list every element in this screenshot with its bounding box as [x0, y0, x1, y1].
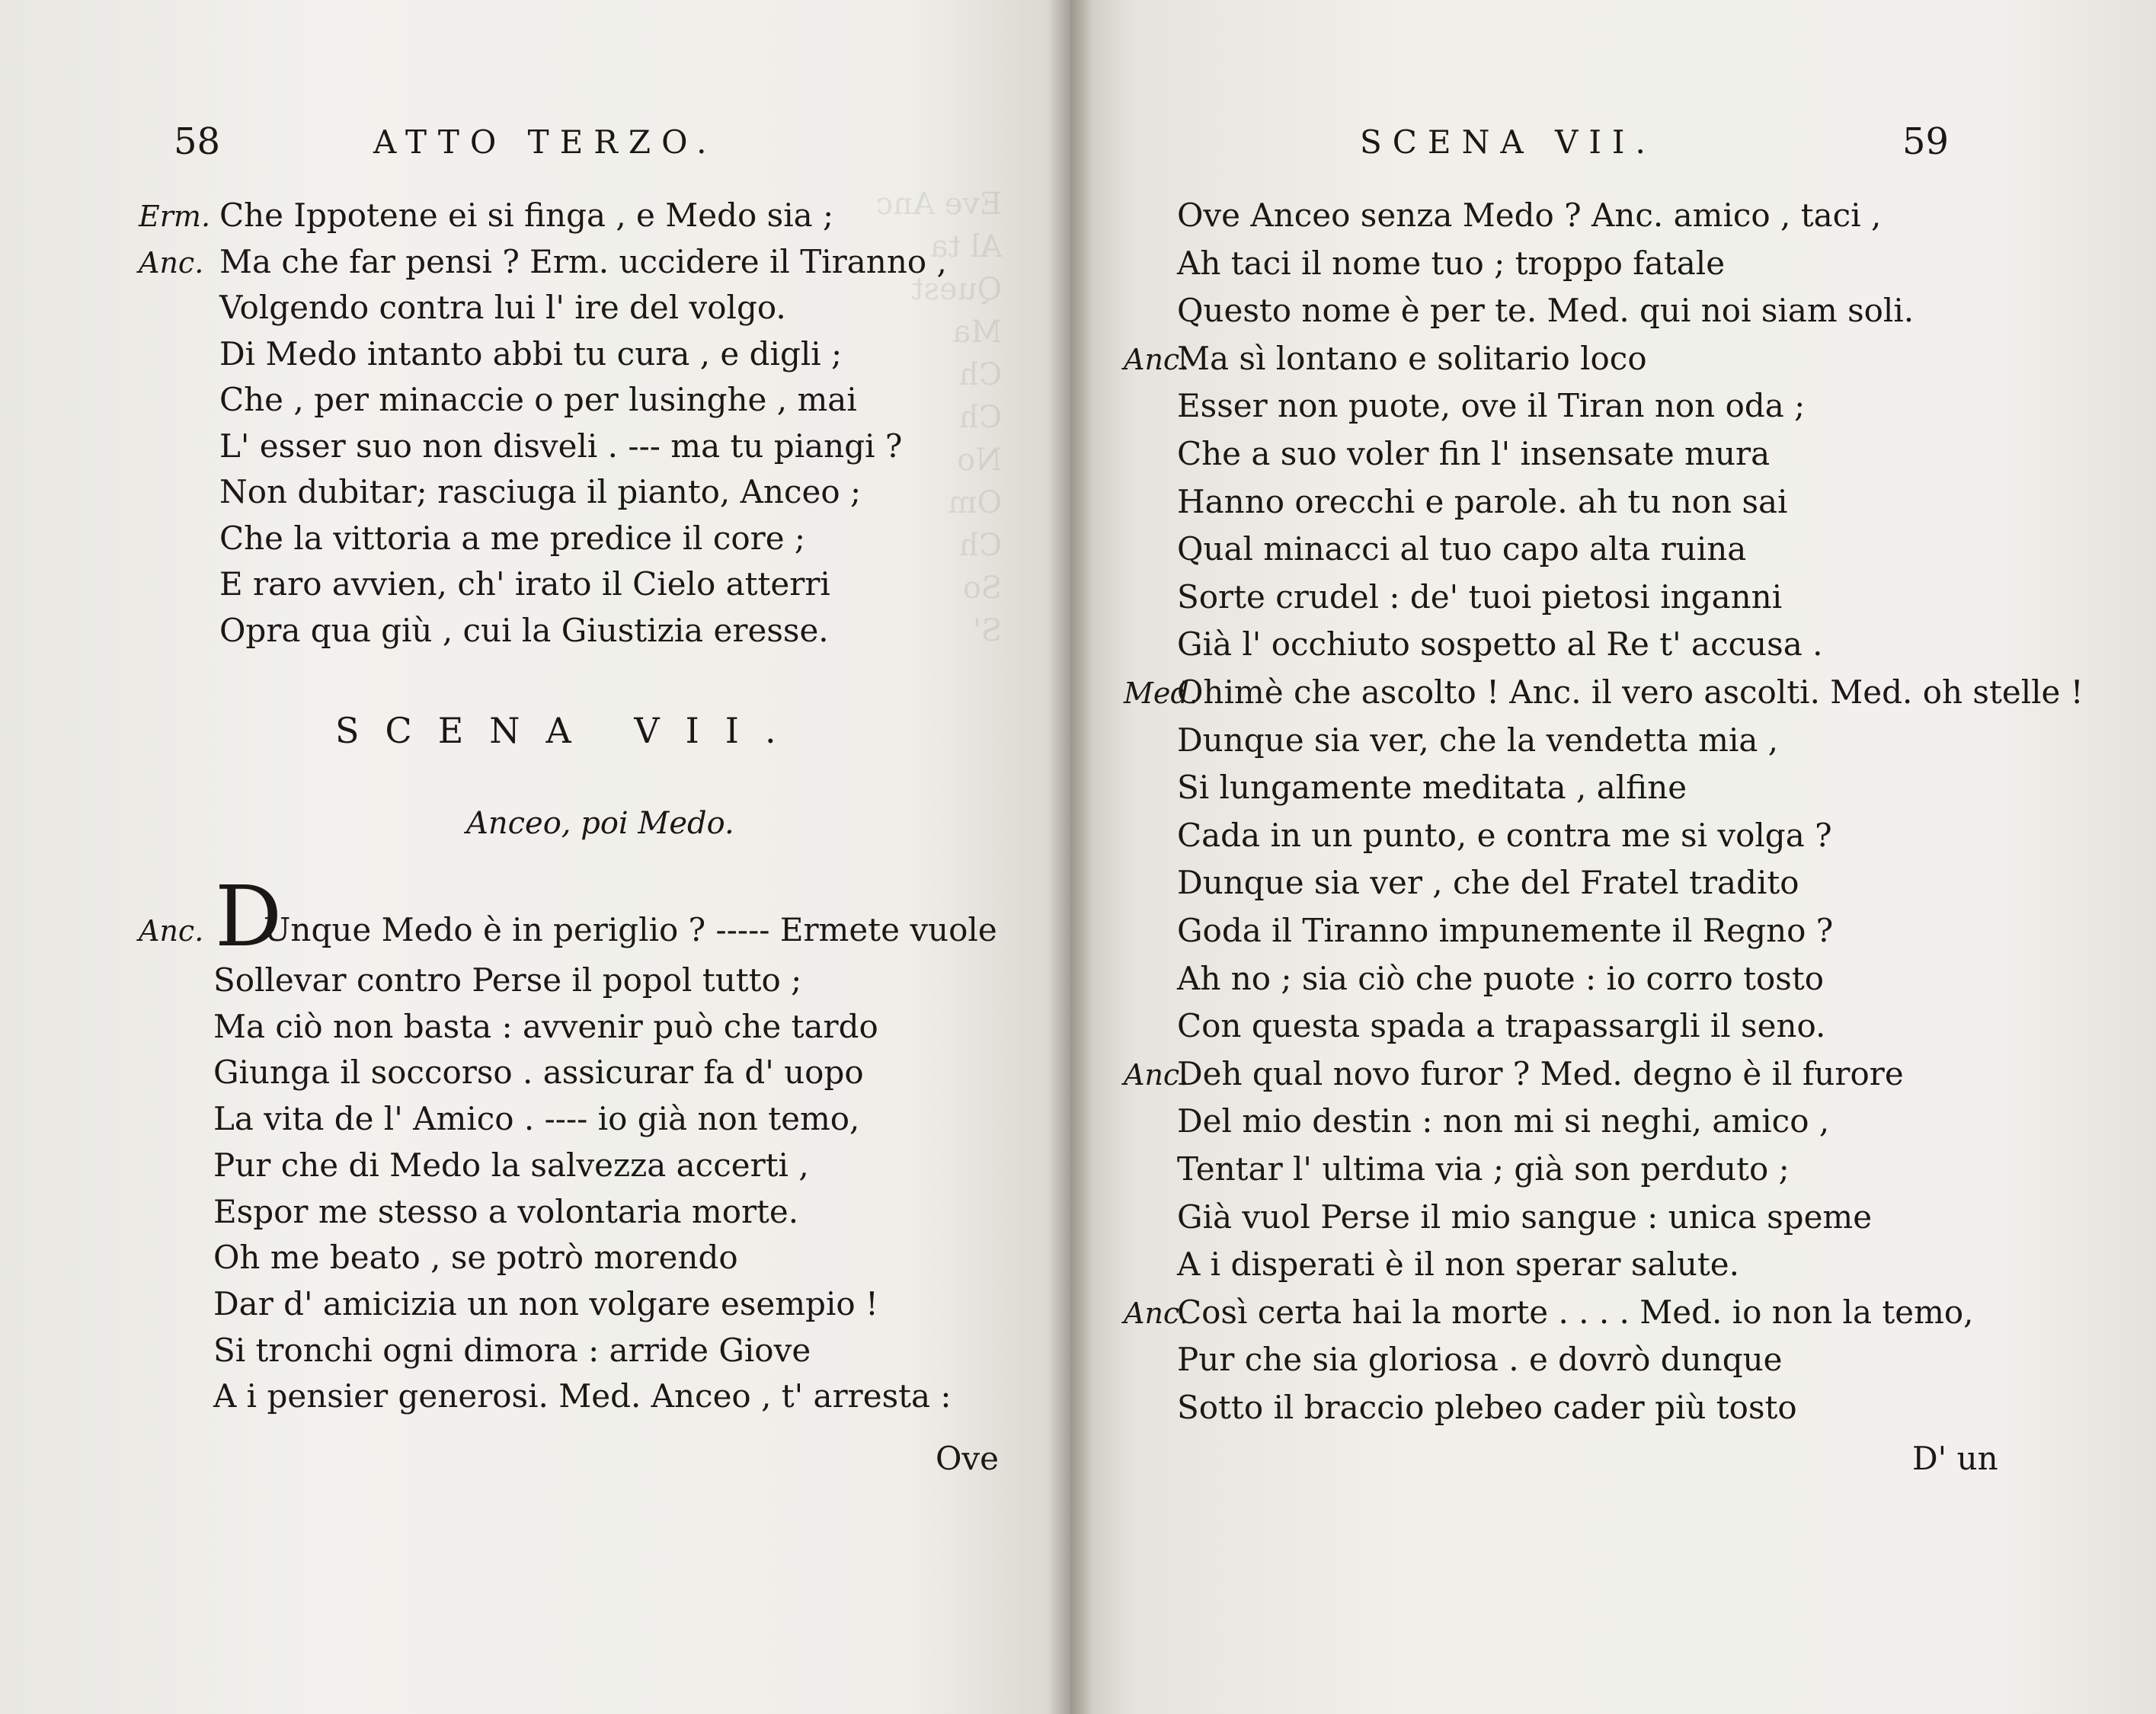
verse-line: Unque Medo è in periglio ? ----- Ermete vuole: [264, 911, 997, 948]
cast-list: Anceo, poi Medo.: [466, 806, 734, 841]
verse-line: Ma che far pensi ? Erm. uccidere il Tiranno ,: [219, 242, 947, 280]
verse-line: Pur che di Medo la salvezza accerti ,: [213, 1146, 809, 1184]
verse-line: Dunque sia ver , che del Fratel tradito: [1177, 864, 1799, 902]
verse-line: A i disperati è il non sperar salute.: [1177, 1246, 1740, 1284]
verse-line: Non dubitar; rasciuga il pianto, Anceo ;: [219, 473, 862, 510]
verse-line: Già vuol Perse il mio sangue : unica speme: [1177, 1198, 1873, 1236]
page-number: 59: [1902, 120, 1950, 163]
catchword: D' un: [1912, 1440, 1998, 1477]
speaker-label: Anc.: [1124, 1057, 1189, 1092]
verse-line: Deh qual novo furor ? Med. degno è il furore: [1177, 1054, 1904, 1092]
verse-line: Pur che sia gloriosa . e dovrò dunque: [1177, 1341, 1783, 1379]
verse-line: Qual minacci al tuo capo alta ruina: [1177, 530, 1747, 568]
verse-line: L' esser suo non disveli . --- ma tu piangi ?: [219, 427, 903, 465]
verse-line: Con questa spada a trapassargli il seno.: [1177, 1007, 1826, 1045]
catchword: Ove: [936, 1440, 1000, 1477]
verse-line: Di Medo intanto abbi tu cura , e digli ;: [219, 334, 843, 373]
verse-line: Esser non puote, ove il Tiran non oda ;: [1177, 387, 1806, 425]
verse-line: Ma sì lontano e solitario loco: [1177, 339, 1647, 377]
verse-line: Sollevar contro Perse il popol tutto ;: [213, 961, 802, 999]
verse-line: Giunga il soccorso . assicurar fa d' uopo: [213, 1054, 864, 1092]
right-page: [1070, 0, 2156, 1714]
verse-line: Che Ippotene ei si finga , e Medo sia ;: [219, 197, 834, 234]
verse-line: Espor me stesso a volontaria morte.: [213, 1192, 799, 1230]
drop-cap: D: [215, 868, 283, 965]
verse-line: Del mio destin : non mi si neghi, amico ,: [1177, 1102, 1830, 1140]
verse-line: Sorte crudel : de' tuoi pietosi inganni: [1177, 577, 1783, 616]
verse-line: Ah taci il nome tuo ; troppo fatale: [1177, 244, 1726, 282]
verse-line: Goda il Tiranno impunemente il Regno ?: [1177, 912, 1834, 949]
running-head: ATTO TERZO.: [373, 123, 718, 161]
verse-line: Cada in un punto, e contra me si volga ?: [1177, 816, 1832, 854]
verse-line: Che , per minaccie o per lusinghe , mai: [219, 381, 857, 418]
scene-title: SCENA VII.: [335, 710, 802, 751]
verse-line: Che la vittoria a me predice il core ;: [219, 519, 806, 557]
verse-line: Dunque sia ver, che la vendetta mia ,: [1177, 721, 1779, 759]
verse-line: Ma ciò non basta : avvenir può che tardo: [213, 1007, 878, 1045]
speaker-label: Erm.: [139, 200, 211, 233]
verse-line: Hanno orecchi e parole. ah tu non sai: [1177, 482, 1788, 520]
verse-line: Tentar l' ultima via ; già son perduto ;: [1177, 1150, 1790, 1188]
verse-line: Così certa hai la morte . . . . Med. io non la temo,: [1177, 1293, 1974, 1331]
left-page: [0, 0, 1070, 1714]
verse-line: Sotto il braccio plebeo cader più tosto: [1177, 1389, 1797, 1426]
speaker-label: Anc.: [139, 245, 204, 280]
page-number: 58: [174, 120, 221, 163]
verse-line: La vita de l' Amico . ---- io già non temo,: [213, 1100, 860, 1138]
verse-line: Ah no ; sia ciò che puote : io corro tosto: [1177, 959, 1825, 997]
speaker-label: Anc.: [1124, 342, 1189, 376]
running-head: SCENA VII.: [1360, 123, 1656, 161]
verse-line: Dar d' amicizia un non volgare esempio !: [213, 1284, 878, 1322]
verse-line: Opra qua giù , cui la Giustizia eresse.: [219, 611, 829, 649]
verse-line: Oh me beato , se potrò morendo: [213, 1239, 738, 1277]
verse-line: Volgendo contra lui l' ire del volgo.: [219, 289, 786, 326]
verse-line: Si lungamente meditata , alfine: [1177, 769, 1687, 807]
verse-line: Ohimè che ascolto ! Anc. il vero ascolti. Med. oh stelle !: [1177, 673, 2084, 711]
speaker-label: Anc.: [139, 914, 204, 948]
book-gutter: [1048, 0, 1093, 1714]
verse-line: Ove Anceo senza Medo ? Anc. amico , taci ,: [1177, 197, 1882, 234]
verse-line: A i pensier generosi. Med. Anceo , t' arresta :: [213, 1377, 952, 1415]
verse-line: Si tronchi ogni dimora : arride Giove: [213, 1331, 811, 1369]
verse-line: E raro avvien, ch' irato il Cielo atterri: [219, 565, 830, 603]
verse-line: Che a suo voler fin l' insensate mura: [1177, 435, 1771, 472]
speaker-label: Anc.: [1124, 1296, 1189, 1330]
speaker-label: Med.: [1124, 676, 1198, 710]
show-through-text: Eve Anc Al ta Quest Ma Ch Ch No Om Ch So S': [876, 187, 1003, 648]
verse-line: Questo nome è per te. Med. qui noi siam soli.: [1177, 292, 1914, 330]
verse-line: Già l' occhiuto sospetto al Re t' accusa .: [1177, 625, 1823, 664]
